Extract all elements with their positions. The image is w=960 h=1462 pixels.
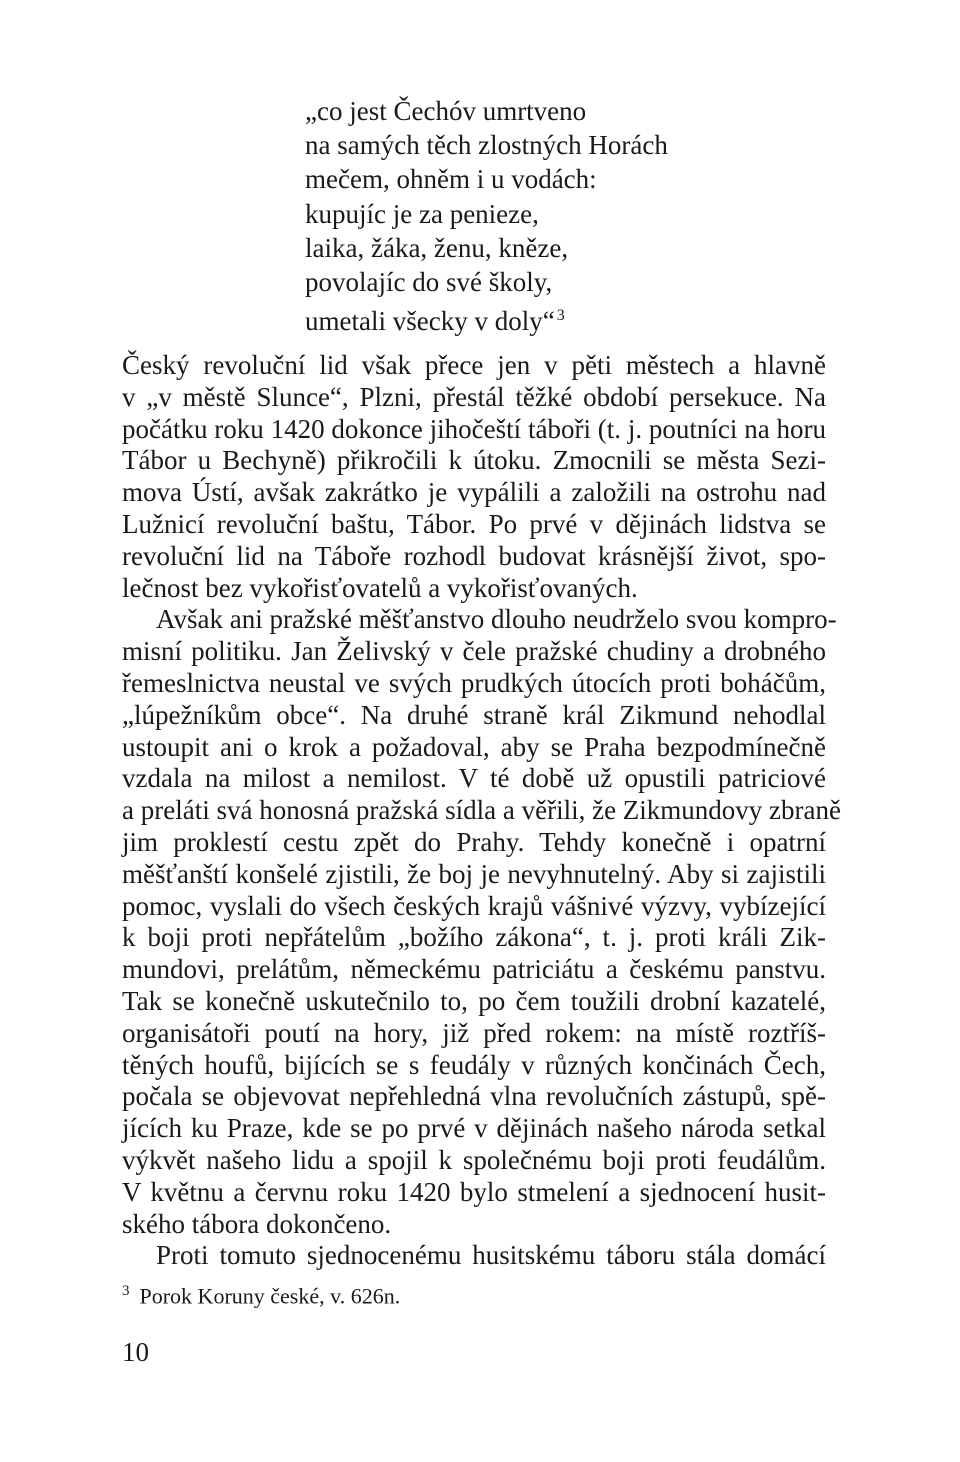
- verse-line: laika, žáka, ženu, kněze,: [305, 232, 569, 263]
- verse-line: „co jest Čechóv umrtveno: [305, 96, 587, 126]
- verse-line: mečem, ohněm i u vodách:: [305, 164, 597, 195]
- text-line: počátku roku 1420 dokonce jihočeští táboři (t. j. poutníci na horu: [122, 413, 826, 444]
- text-line: v „v městě Slunce“, Plzni, přestál těžké období persekuce. Na: [122, 381, 826, 412]
- body-text: [122, 350, 841, 1272]
- text-line: počala se objevovat nepřehledná vlna revolučních zástupů, spě-: [122, 1081, 826, 1112]
- text-line: k boji proti nepřátelům „božího zákona“, t. j. proti králi Zik-: [122, 922, 826, 953]
- text-line: Proti tomuto sjednocenému husitskému táboru stála domácí: [156, 1240, 826, 1271]
- text-line: lečnost bez vykořisťovatelů a vykořisťovaných.: [122, 572, 638, 603]
- footnote-reference: 3: [556, 307, 565, 325]
- text-line: Lužnicí revoluční baštu, Tábor. Po prvé v dějinách lidstva se: [122, 508, 826, 539]
- verse-line-text: umetali všecky v doly“: [305, 306, 555, 337]
- text-line: pomoc, vyslali do všech českých krajů vášnivé výzvy, vybízející: [122, 890, 826, 921]
- text-line: těných houfů, bijících se s feudály v různých končinách Čech,: [122, 1049, 826, 1080]
- verse-line: [305, 299, 865, 338]
- text-line: jících ku Praze, kde se po prvé v dějinách našeho národa setkal: [122, 1113, 826, 1144]
- text-line: misní politiku. Jan Želivský v čele pražské chudiny a drobného: [122, 636, 826, 667]
- text-line: jim proklestí cestu zpět do Prahy. Tehdy konečně i opatrní: [122, 826, 826, 857]
- text-line: Český revoluční lid však přece jen v pěti městech a hlavně: [122, 350, 826, 380]
- text-line: „lúpežníkům obce“. Na druhé straně král Zikmund nehodlal: [122, 699, 826, 730]
- text-line: Avšak ani pražské měšťanstvo dlouho neudrželo svou kompro-: [156, 604, 837, 635]
- verse-line: povolajíc do své školy,: [305, 267, 553, 298]
- footnote: [122, 1277, 400, 1310]
- page-number: 10: [122, 1337, 149, 1367]
- text-line: mundovi, prelátům, německému patriciátu a českému panstvu.: [122, 954, 826, 985]
- text-line: mova Ústí, avšak zakrátko je vypálili a založili na ostrohu nad: [122, 477, 826, 508]
- verse-quote: [305, 94, 865, 338]
- text-line: výkvět našeho lidu a spojil k společnému boji proti feudálům.: [122, 1144, 826, 1175]
- text-line: V květnu a červnu roku 1420 bylo stmelení a sjednocení husit-: [122, 1176, 826, 1207]
- footnote-text: Porok Koruny české, v. 626n.: [139, 1283, 401, 1309]
- text-line: měšťanští konšelé zjistili, že boj je nevyhnutelný. Aby si zajistili: [122, 858, 826, 889]
- text-line: revoluční lid na Táboře rozhodl budovat krásnější život, spo-: [122, 540, 826, 571]
- text-line: Tak se konečně uskutečnilo to, po čem toužili drobní kazatelé,: [122, 985, 826, 1016]
- text-line: a preláti svá honosná pražská sídla a věřili, že Zikmundovy zbraně: [122, 795, 841, 826]
- text-line: ustoupit ani o krok a požadoval, aby se Praha bezpodmínečně: [122, 731, 826, 762]
- text-line: ského tábora dokončeno.: [122, 1208, 392, 1239]
- footnote-mark: 3: [122, 1283, 130, 1299]
- text-line: vzdala na milost a nemilost. V té době už opustili patriciové: [122, 763, 826, 794]
- text-line: organisátoři poutí na hory, již před rokem: na místě roztříš-: [122, 1017, 826, 1048]
- text-line: řemeslnictva neustal ve svých prudkých útocích proti boháčům,: [122, 667, 826, 698]
- verse-line: kupujíc je za penieze,: [305, 198, 539, 229]
- verse-line: na samých těch zlostných Horách: [305, 130, 668, 161]
- text-line: Tábor u Bechyně) přikročili k útoku. Zmocnili se města Sezi-: [122, 445, 826, 476]
